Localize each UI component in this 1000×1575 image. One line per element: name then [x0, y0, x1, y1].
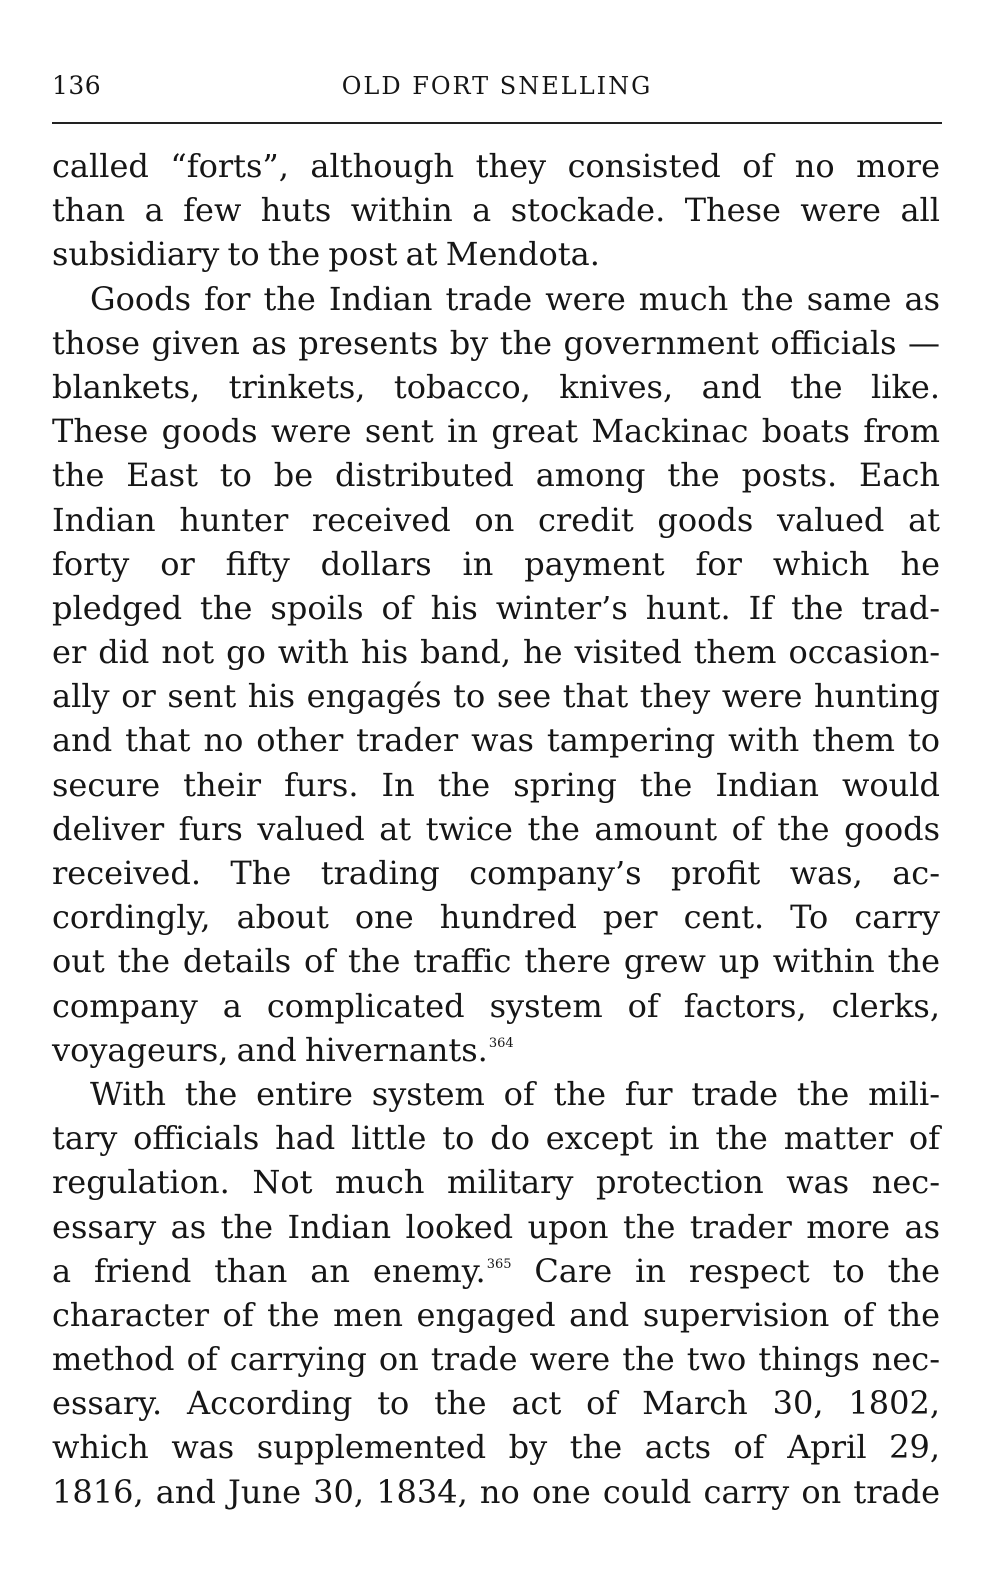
text-line: secure their furs. In the spring the Indian would	[52, 765, 940, 804]
text-line: company a complicated system of factors, clerks,	[52, 986, 940, 1025]
running-head	[52, 66, 942, 106]
header-rule	[52, 122, 942, 124]
text-line: character of the men engaged and supervision of the	[52, 1295, 940, 1334]
text-line: received. The trading company’s profit was, ac-	[52, 854, 940, 892]
footnote-reference: 364	[488, 1035, 514, 1051]
text-line: pledged the spoils of his winter’s hunt. If the trad-	[52, 588, 940, 627]
text-line: essary. According to the act of March 30, 1802,	[52, 1384, 940, 1423]
line-text: voyageurs, and hivernants.	[52, 1030, 488, 1069]
text-line-with-footnote	[52, 1028, 940, 1072]
text-line: blankets, trinkets, tobacco, knives, and the like.	[52, 367, 940, 406]
line-text: a friend than an enemy.	[52, 1251, 486, 1290]
body-text	[52, 144, 940, 1514]
paragraph-3	[52, 1072, 940, 1514]
running-title: OLD FORT SNELLING	[341, 72, 653, 100]
text-line: method of carrying on trade were the two things nec-	[52, 1340, 940, 1379]
text-line: 1816, and June 30, 1834, no one could carry on trade	[52, 1472, 940, 1511]
text-line: subsidiary to the post at Mendota.	[52, 235, 600, 274]
text-line: essary as the Indian looked upon the trader more as	[52, 1207, 940, 1246]
text-line: With the entire system of the fur trade the mili-	[90, 1074, 940, 1113]
text-line: Indian hunter received on credit goods valued at	[52, 500, 940, 539]
text-line: those given as presents by the government officials —	[52, 323, 940, 362]
text-line: Goods for the Indian trade were much the same as	[90, 279, 940, 318]
text-line: cordingly, about one hundred per cent. To carry	[52, 898, 940, 937]
paragraph-2	[52, 277, 940, 1072]
text-line: er did not go with his band, he visited them occasion-	[52, 633, 940, 672]
line-text-continuation: Care in respect to the	[511, 1251, 941, 1290]
text-line: forty or fifty dollars in payment for which he	[52, 544, 940, 583]
text-line: the East to be distributed among the posts. Each	[52, 456, 940, 495]
text-line: which was supplemented by the acts of April 29,	[52, 1428, 940, 1467]
text-line: than a few huts within a stockade. These were all	[52, 191, 940, 230]
text-line: out the details of the traffic there grew up within the	[52, 942, 940, 981]
footnote-reference: 365	[486, 1256, 512, 1272]
text-line: tary officials had little to do except in the matter of	[52, 1119, 940, 1158]
text-line: regulation. Not much military protection was nec-	[52, 1163, 940, 1202]
text-line: These goods were sent in great Mackinac boats from	[52, 412, 940, 451]
text-line: and that no other trader was tampering with them to	[52, 721, 940, 760]
text-line: called “forts”, although they consisted of no more	[52, 147, 940, 185]
page-number: 136	[52, 71, 102, 100]
text-line: deliver furs valued at twice the amount of the goods	[52, 809, 940, 848]
text-line-with-footnote	[52, 1249, 940, 1293]
text-line: ally or sent his engagés to see that they were hunting	[52, 677, 940, 716]
paragraph-1	[52, 144, 940, 277]
